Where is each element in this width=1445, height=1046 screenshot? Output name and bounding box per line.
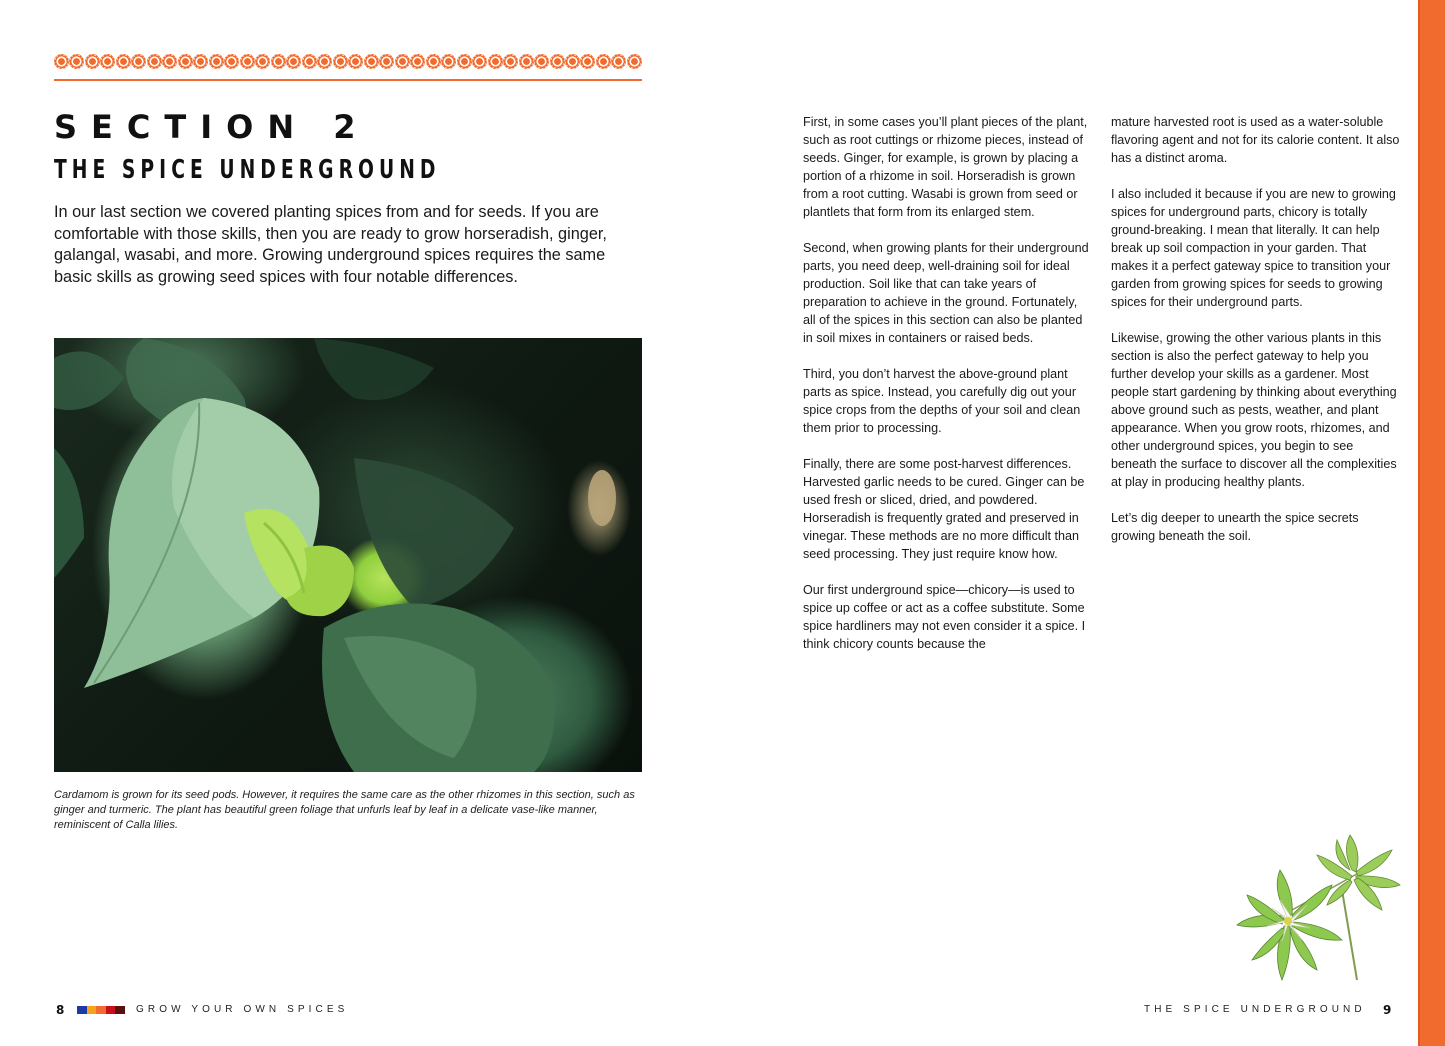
- rosette-ornament-icon: [503, 54, 518, 69]
- color-swatch: [106, 1006, 116, 1014]
- body-paragraph: Let’s dig deeper to unearth the spice secrets growing beneath the soil.: [1111, 511, 1359, 543]
- rosette-ornament-icon: [580, 54, 595, 69]
- body-paragraph: Likewise, growing the other various plants in this section is also the perfect gateway to help you further develop your skills as a gardener. Most people start gardening by thinking about everything above ground such as pests, weather, and plant appearance. When you grow roots, rhizomes, and other underground spices, you begin to see beneath the surface to discover all the complexities at play in producing healthy plants.: [1111, 331, 1397, 489]
- color-swatch: [77, 1006, 87, 1014]
- orange-divider-rule: [54, 79, 642, 81]
- rosette-ornament-icon: [54, 54, 69, 69]
- rosette-ornament-icon: [271, 54, 286, 69]
- rosette-ornament-icon: [147, 54, 162, 69]
- rosette-ornament-icon: [69, 54, 84, 69]
- page-number-right: 9: [1383, 1003, 1392, 1017]
- running-title-right: THE SPICE UNDERGROUND: [1144, 1004, 1366, 1015]
- rosette-ornament-icon: [364, 54, 379, 69]
- rosette-ornament-icon: [457, 54, 472, 69]
- rosette-ornament-icon: [131, 54, 146, 69]
- rosette-ornament-icon: [472, 54, 487, 69]
- text-column-2: [1111, 113, 1401, 563]
- rosette-ornament-icon: [534, 54, 549, 69]
- body-paragraph: First, in some cases you’ll plant pieces of the plant, such as root cuttings or rhizome pieces, instead of seeds. Ginger, for example, is grown by placing a portion of a rhizome in soil. Horseradish is grown from a root cutting. Wasabi is grown from seed or plantlets that form from its enlarged stem.: [803, 115, 1088, 219]
- rosette-ornament-icon: [100, 54, 115, 69]
- orange-edge-bar: [1418, 0, 1445, 1046]
- body-paragraph: Our first underground spice—chicory—is used to spice up coffee or act as a coffee substitute. Some spice hardliners may not even consider it a spice. I think chicory counts because the: [803, 583, 1086, 651]
- rosette-ornament-icon: [410, 54, 425, 69]
- color-swatch-strip: [77, 1006, 125, 1014]
- body-paragraph: mature harvested root is used as a water-soluble flavoring agent and not for its calorie content. It also has a distinct aroma.: [1111, 115, 1400, 165]
- decorative-rosette-border: [54, 54, 642, 72]
- rosette-ornament-icon: [116, 54, 131, 69]
- cardamom-photo: [54, 338, 642, 772]
- rosette-ornament-icon: [209, 54, 224, 69]
- rosette-ornament-icon: [596, 54, 611, 69]
- page-number-left: 8: [56, 1003, 65, 1017]
- rosette-ornament-icon: [488, 54, 503, 69]
- leaf-shapes-icon: [54, 338, 642, 772]
- rosette-ornament-icon: [565, 54, 580, 69]
- chapter-title: THE SPICE UNDERGROUND: [54, 155, 441, 185]
- intro-paragraph: In our last section we covered planting spices from and for seeds. If you are comfortable with those skills, then you are ready to grow horseradish, ginger, galangal, wasabi, and more. Growing underground spices requires the same basic skills as growing seed spices with four notable differences.: [54, 203, 607, 286]
- color-swatch: [87, 1006, 97, 1014]
- rosette-ornament-icon: [627, 54, 642, 69]
- rosette-ornament-icon: [550, 54, 565, 69]
- rosette-ornament-icon: [611, 54, 626, 69]
- color-swatch: [115, 1006, 125, 1014]
- body-paragraph: I also included it because if you are new to growing spices for underground parts, chicory is totally ground-breaking. I mean that literally. It can help break up soil compaction in your garden. That makes it a perfect gateway spice to transition your garden from growing spices for seeds to growing spices for their underground parts.: [1111, 187, 1396, 309]
- rosette-ornament-icon: [178, 54, 193, 69]
- body-paragraph: Third, you don’t harvest the above-ground plant parts as spice. Instead, you carefully dig out your spice crops from the depths of your soil and clean them prior to processing.: [803, 367, 1081, 435]
- rosette-ornament-icon: [240, 54, 255, 69]
- color-swatch: [96, 1006, 106, 1014]
- running-title-left: GROW YOUR OWN SPICES: [136, 1004, 349, 1015]
- rosette-ornament-icon: [286, 54, 301, 69]
- rosette-ornament-icon: [224, 54, 239, 69]
- plant-illustration-icon: [1232, 830, 1407, 985]
- body-paragraph: Second, when growing plants for their underground parts, you need deep, well-draining soil for ideal production. Soil like that can take years of preparation to achieve in the ground. Fortunately, all of the spices in this section can also be planted in soil mixes in containers or raised beds.: [803, 241, 1089, 345]
- rosette-ornament-icon: [317, 54, 332, 69]
- rosette-ornament-icon: [441, 54, 456, 69]
- rosette-ornament-icon: [519, 54, 534, 69]
- rosette-ornament-icon: [379, 54, 394, 69]
- rosette-ornament-icon: [193, 54, 208, 69]
- rosette-ornament-icon: [426, 54, 441, 69]
- section-label: SECTION 2: [54, 108, 370, 146]
- rosette-ornament-icon: [162, 54, 177, 69]
- text-column-1: [803, 113, 1093, 671]
- body-paragraph: Finally, there are some post-harvest differences. Harvested garlic needs to be cured. Ginger can be used fresh or sliced, dried, and powdered. Horseradish is frequently grated and preserved in vinegar. These methods are no more difficult than seed processing. They just require know how.: [803, 457, 1085, 561]
- rosette-ornament-icon: [302, 54, 317, 69]
- rosette-ornament-icon: [395, 54, 410, 69]
- rosette-ornament-icon: [333, 54, 348, 69]
- rosette-ornament-icon: [348, 54, 363, 69]
- photo-caption: Cardamom is grown for its seed pods. However, it requires the same care as the other rhizomes in this section, such as ginger and turmeric. The plant has beautiful green foliage that unfurls leaf by leaf in a delicate vase-like manner, reminiscent of Calla lilies.: [54, 789, 635, 832]
- rosette-ornament-icon: [85, 54, 100, 69]
- rosette-ornament-icon: [255, 54, 270, 69]
- botanical-illustration: [1232, 830, 1407, 985]
